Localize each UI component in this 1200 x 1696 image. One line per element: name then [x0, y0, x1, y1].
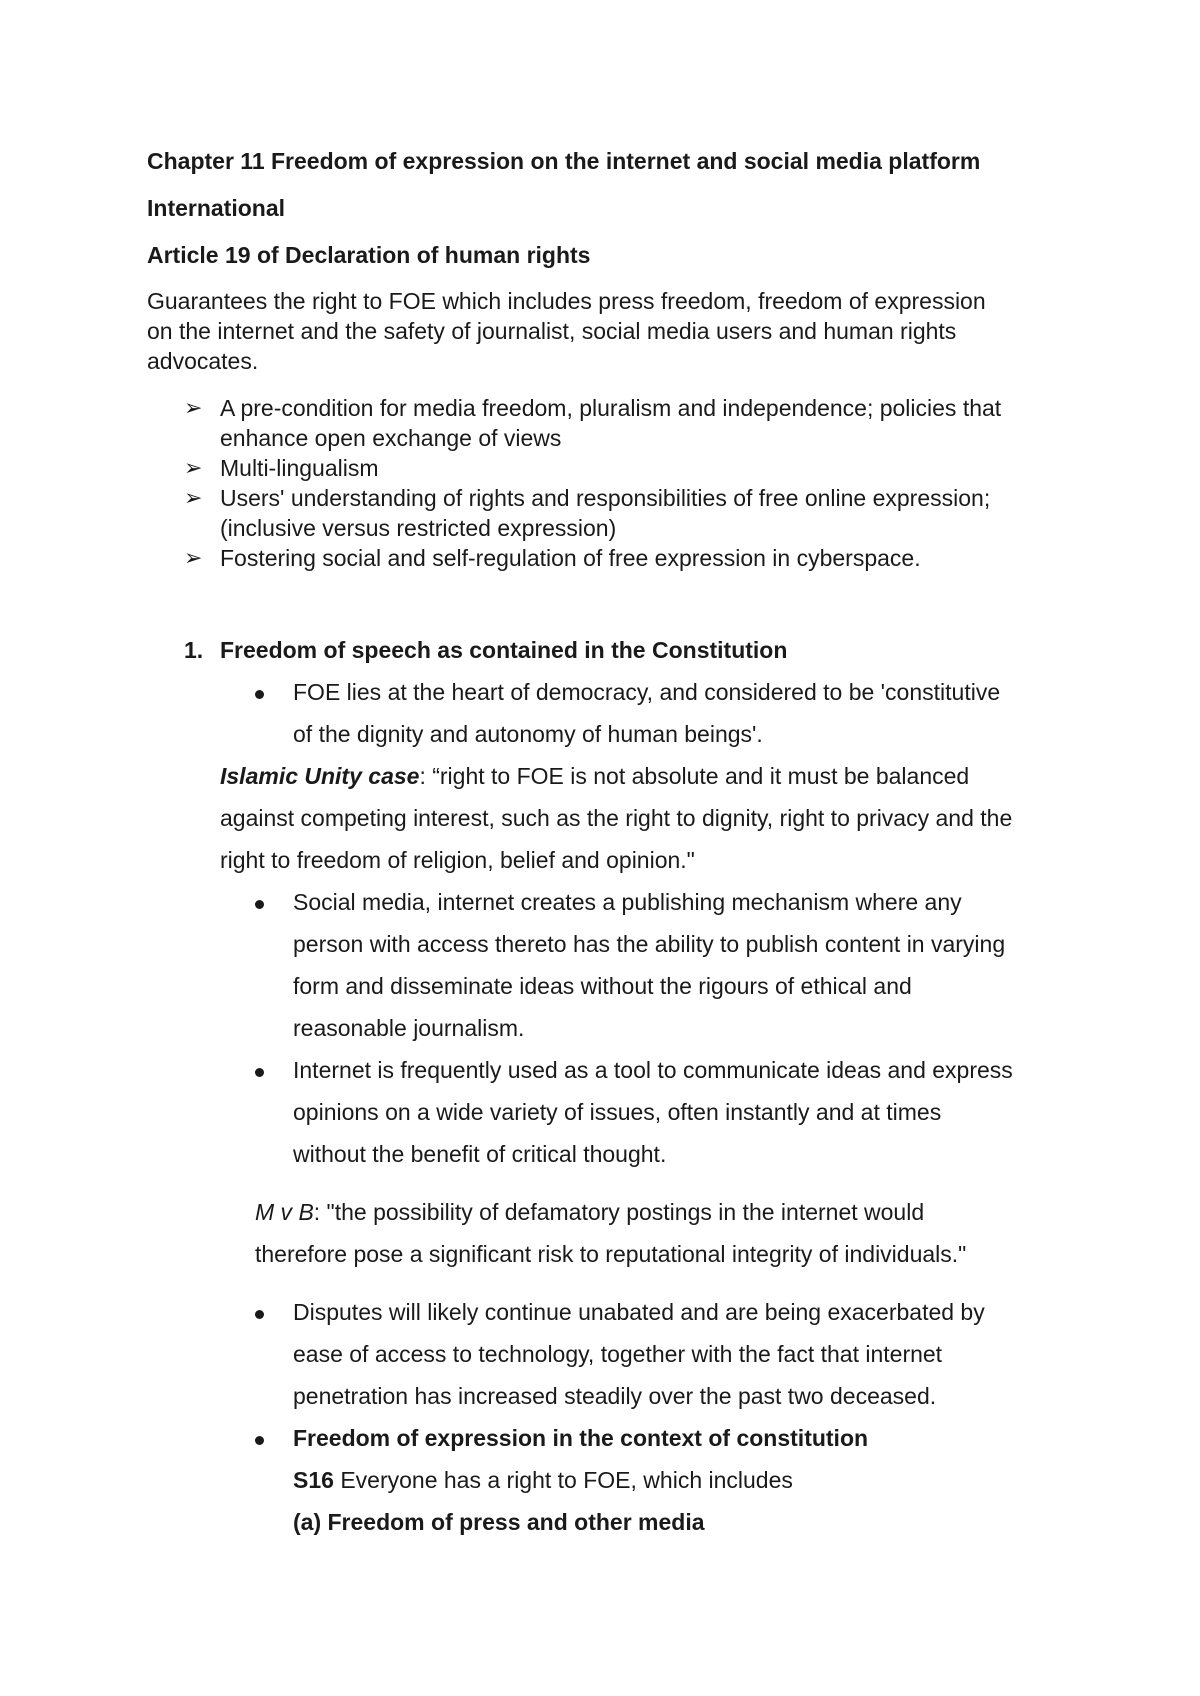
bullet-heading: Freedom of expression in the context of constitution — [293, 1425, 869, 1451]
bullet-text-continuation: of the dignity and autonomy of human beings'. — [293, 721, 763, 747]
case-name: Islamic Unity case — [220, 763, 420, 789]
arrow-list-item: Multi-lingualism — [220, 455, 379, 481]
bullet-dot-icon — [255, 900, 264, 909]
bullet-text-continuation: opinions on a wide variety of issues, often instantly and at times — [293, 1099, 942, 1125]
case-quote-line: against competing interest, such as the right to dignity, right to privacy and the — [220, 805, 1013, 831]
intro-paragraph-line: advocates. — [147, 348, 259, 374]
arrow-list-item: Fostering social and self-regulation of free expression in cyberspace. — [220, 545, 921, 571]
bullet-text-continuation: reasonable journalism. — [293, 1015, 525, 1041]
subsection-item: (a) Freedom of press and other media — [293, 1509, 705, 1535]
bullet-dot-icon — [255, 1068, 264, 1077]
intro-paragraph-line: on the internet and the safety of journalist, social media users and human rights — [147, 318, 957, 344]
case-quote-line: right to freedom of religion, belief and opinion." — [220, 847, 695, 873]
arrow-list-item-continuation: enhance open exchange of views — [220, 425, 562, 451]
bullet-dot-icon — [255, 1310, 264, 1319]
arrow-bullet-icon: ➢ — [184, 455, 203, 480]
bullet-text-continuation: without the benefit of critical thought. — [293, 1141, 667, 1167]
section-text: Everyone has a right to FOE, which includes — [333, 1467, 793, 1493]
section-16-line — [293, 1466, 793, 1494]
arrow-list-item-continuation: (inclusive versus restricted expression) — [220, 515, 617, 541]
bullet-text: FOE lies at the heart of democracy, and considered to be 'constitutive — [293, 679, 1001, 705]
case-quote-line — [220, 762, 969, 790]
case-quote-text: : "the possibility of defamatory postings in the internet would — [313, 1199, 925, 1225]
arrow-bullet-icon: ➢ — [184, 395, 203, 420]
case-quote-line — [255, 1198, 924, 1226]
arrow-list-item: A pre-condition for media freedom, pluralism and independence; policies that — [220, 395, 1002, 421]
arrow-bullet-icon: ➢ — [184, 485, 203, 510]
bullet-text: Social media, internet creates a publishing mechanism where any — [293, 889, 962, 915]
case-quote-text: : “right to FOE is not absolute and it must be balanced — [419, 763, 970, 789]
article-heading: Article 19 of Declaration of human rights — [147, 242, 591, 268]
section-label: S16 — [293, 1467, 334, 1493]
bullet-dot-icon — [255, 1436, 264, 1445]
section-number: 1. — [184, 637, 204, 663]
bullet-text-continuation: person with access thereto has the ability to publish content in varying — [293, 931, 1006, 957]
bullet-text-continuation: form and disseminate ideas without the rigours of ethical and — [293, 973, 912, 999]
chapter-title: Chapter 11 Freedom of expression on the internet and social media platform — [147, 148, 981, 174]
arrow-bullet-icon: ➢ — [184, 545, 203, 570]
case-name: M v B — [255, 1199, 314, 1225]
arrow-list-item: Users' understanding of rights and responsibilities of free online expression; — [220, 485, 991, 511]
section-heading: Freedom of speech as contained in the Constitution — [220, 637, 788, 663]
bullet-text: Disputes will likely continue unabated and are being exacerbated by — [293, 1299, 985, 1325]
bullet-text-continuation: ease of access to technology, together with the fact that internet — [293, 1341, 943, 1367]
section-label-international: International — [147, 195, 286, 221]
bullet-text-continuation: penetration has increased steadily over the past two deceased. — [293, 1383, 937, 1409]
intro-paragraph-line: Guarantees the right to FOE which includes press freedom, freedom of expression — [147, 288, 986, 314]
case-quote-line: therefore pose a significant risk to reputational integrity of individuals." — [255, 1241, 967, 1267]
bullet-text: Internet is frequently used as a tool to communicate ideas and express — [293, 1057, 1013, 1083]
bullet-dot-icon — [255, 690, 264, 699]
